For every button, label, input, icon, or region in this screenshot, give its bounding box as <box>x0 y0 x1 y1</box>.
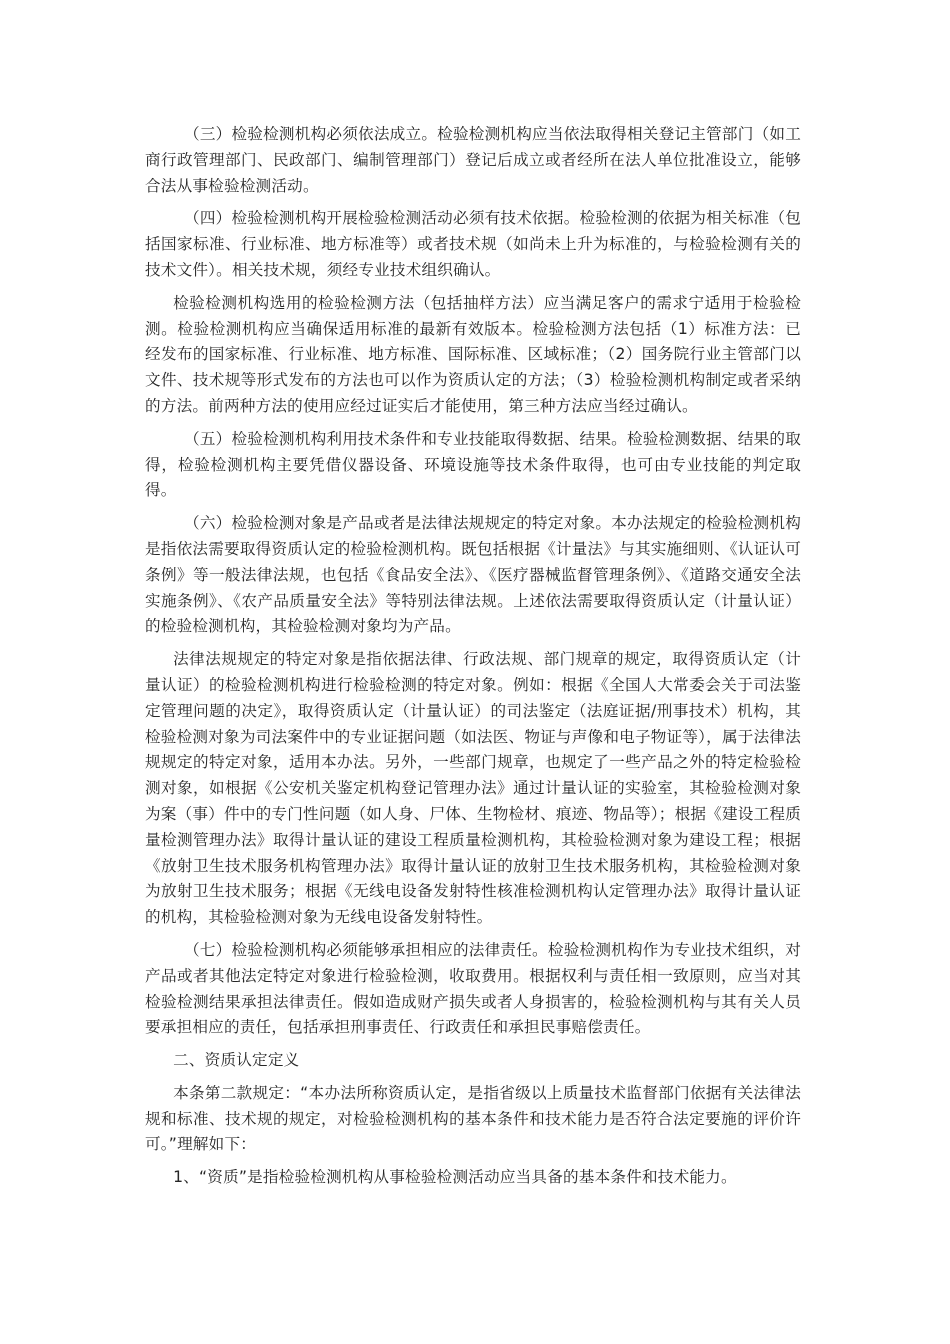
paragraph-definition-clause: 本条第二款规定：“本办法所称资质认定，是指省级以上质量技术监督部门依据有关法律法规和标准、技术规的规定，对检验检测机构的基本条件和技术能力是否符合法定要施的评价许可。”理解如下： <box>145 1083 801 1154</box>
paragraph-qualification-item-1: 1、“资质”是指检验检测机构从事检验检测活动应当具备的基本条件和技术能力。 <box>173 1168 737 1187</box>
paragraph-specific-objects: 法律法规规定的特定对象是指依据法律、行政法规、部门规章的规定，取得资质认定（计量认证）的检验检测机构进行检验检测的特定对象。例如：根据《全国人大常委会关于司法鉴定管理问题的决定》，取得资质认定（计量认证）的司法鉴定（法庭证据/刑事技术）机构，其检验检测对象为司法案件中的专业证据问题（如法医、物证与声像和电子物证等），属于法律法规规定的特定对象，适用本办法。另外，一些部门规章，也规定了一些产品之外的特定检验检测对象，如根据《公安机关鉴定机构登记管理办法》通过计量认证的实验室，其检验检测对象为案（事）件中的专门性问题（如人身、尸体、生物检材、痕迹、物品等）；根据《建设工程质量检测管理办法》取得计量认证的建设工程质量检测机构，其检验检测对象为建设工程；根据《放射卫生技术服务机构管理办法》取得计量认证的放射卫生技术服务机构，其检验检测对象为放射卫生技术服务；根据《无线电设备发射特性核准检测机构认定管理办法》取得计量认证的机构，其检验检测对象为无线电设备发射特性。 <box>145 650 801 927</box>
paragraph-data-results: （五）检验检测机构利用技术条件和专业技能取得数据、结果。检验检测数据、结果的取得，检验检测机构主要凭借仪器设备、环境设施等技术条件取得，也可由专业技能的判定取得。 <box>145 429 801 500</box>
paragraph-testing-methods: 检验检测机构选用的检验检测方法（包括抽样方法）应当满足客户的需求宁适用于检验检测。检验检测机构应当确保适用标准的最新有效版本。检验检测方法包括（1）标准方法：已经发布的国家标准、行业标准、地方标准、国际标准、区域标准；（2）国务院行业主管部门以文件、技术规等形式发布的方法也可以作为资质认定的方法；（3）检验检测机构制定或者采纳的方法。前两种方法的使用应经过证实后才能使用，第三种方法应当经过确认。 <box>145 293 801 415</box>
section-heading-qualification-definition: 二、资质认定定义 <box>173 1051 300 1070</box>
paragraph-technical-basis: （四）检验检测机构开展检验检测活动必须有技术依据。检验检测的依据为相关标准（包括国家标准、行业标准、地方标准等）或者技术规（如尚未上升为标准的，与检验检测有关的技术文件）。相关技术规，须经专业技术组织确认。 <box>145 209 801 279</box>
document-page <box>145 122 801 1198</box>
paragraph-legal-establishment: （三）检验检测机构必须依法成立。检验检测机构应当依法取得相关登记主管部门（如工商行政管理部门、民政部门、编制管理部门）登记后成立或者经所在法人单位批准设立，能够合法从事检验检测活动。 <box>145 125 801 195</box>
paragraph-legal-liability: （七）检验检测机构必须能够承担相应的法律责任。检验检测机构作为专业技术组织，对产品或者其他法定特定对象进行检验检测，收取费用。根据权利与责任相一致原则，应当对其检验检测结果承担法律责任。假如造成财产损失或者人身损害的，检验检测机构与其有关人员要承担相应的责任，包括承担刑事责任、行政责任和承担民事赔偿责任。 <box>145 940 801 1037</box>
paragraph-testing-objects: （六）检验检测对象是产品或者是法律法规规定的特定对象。本办法规定的检验检测机构是指依法需要取得资质认定的检验检测机构。既包括根据《计量法》与其实施细则、《认证认可条例》等一般法律法规，也包括《食品安全法》、《医疗器械监督管理条例》、《道路交通安全法实施条例》、《农产品质量安全法》等特别法律法规。上述依法需要取得资质认定（计量认证）的检验检测机构，其检验检测对象均为产品。 <box>145 514 801 636</box>
